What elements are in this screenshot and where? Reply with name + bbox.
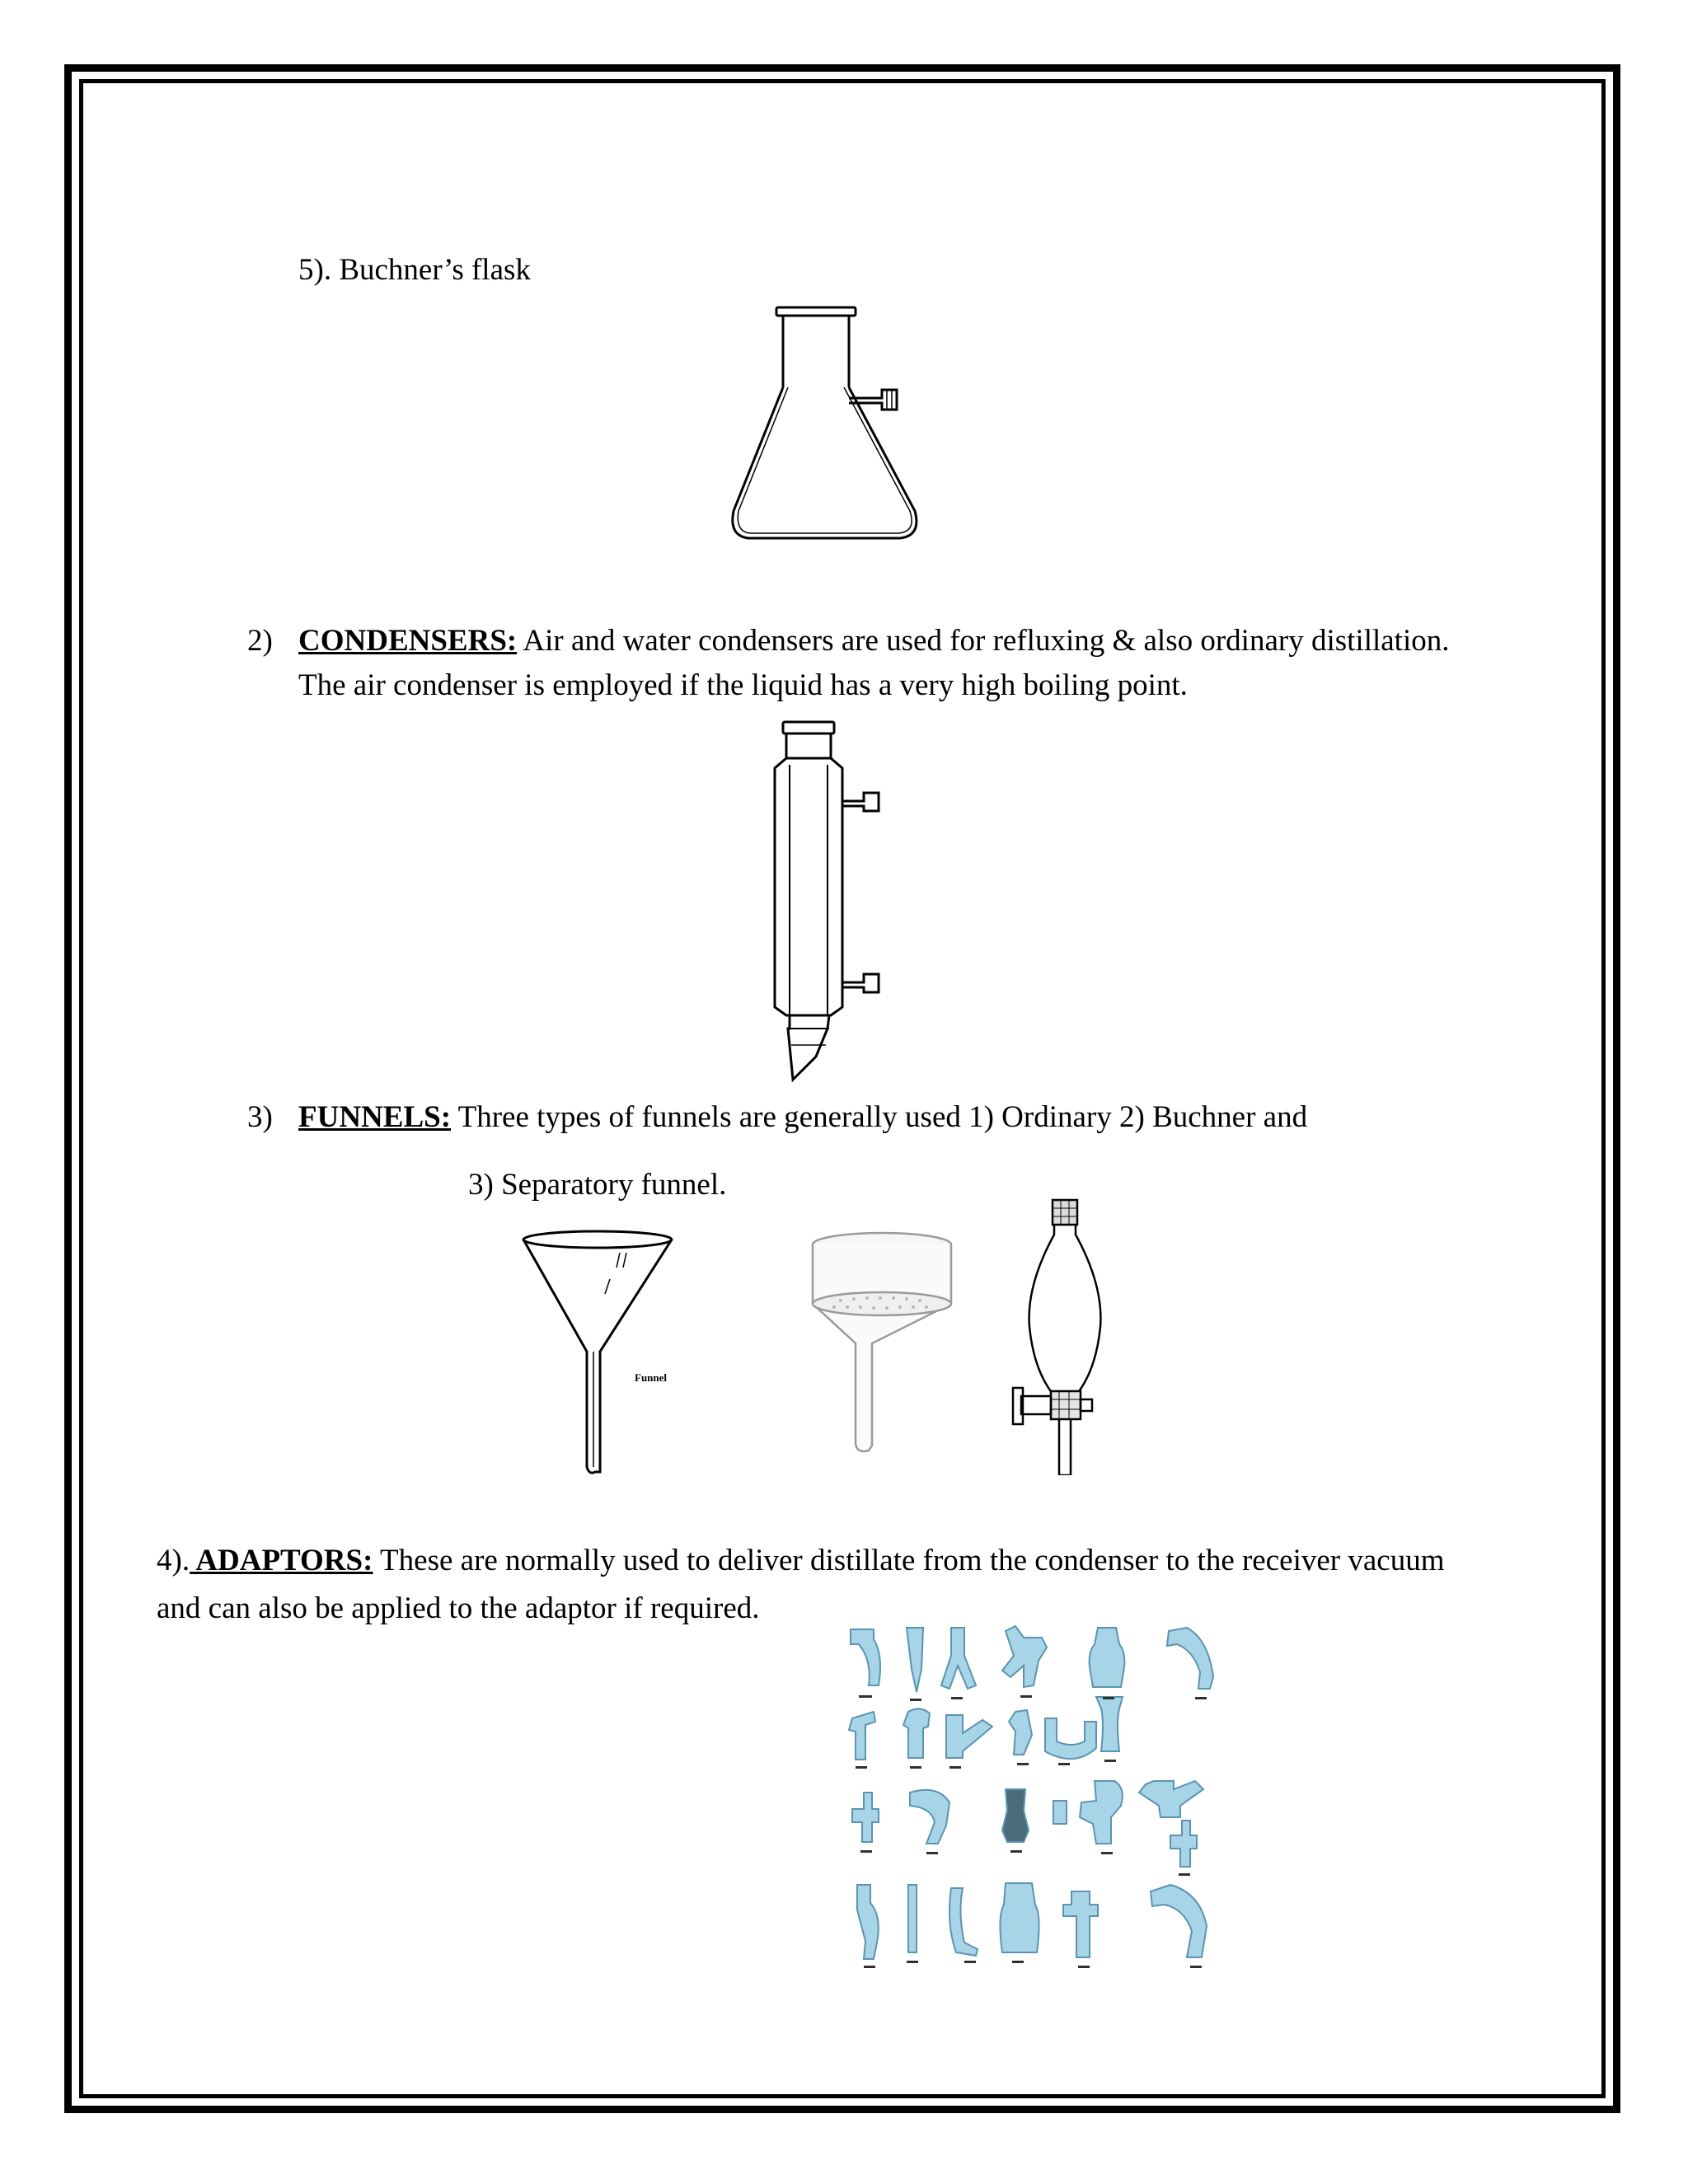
funnels-text-line1: Three types of funnels are generally used 1) Ordinary 2) Buchner and	[451, 1100, 1308, 1134]
funnels-number: 3)	[247, 1100, 273, 1134]
condensers-heading: CONDENSERS:	[298, 624, 518, 658]
funnels-text-line2: 3) Separatory funnel.	[468, 1168, 727, 1202]
adaptors-number: 4).	[157, 1544, 190, 1577]
adaptors-figure	[841, 1619, 1232, 2007]
condenser-figure	[725, 717, 898, 1100]
condensers-number: 2)	[247, 624, 273, 658]
buchner-funnel-figure	[799, 1228, 964, 1475]
condensers-paragraph	[298, 620, 1449, 663]
buchner-flask-figure	[717, 301, 940, 552]
buchner-flask-caption: 5). Buchner’s flask	[298, 253, 531, 287]
adaptors-text-line1: These are normally used to deliver distillate from the condenser to the receiver vacuum	[373, 1544, 1445, 1577]
funnels-heading: FUNNELS:	[298, 1100, 452, 1134]
ordinary-funnel-figure	[519, 1228, 701, 1479]
condensers-text-line2: The air condenser is employed if the liquid has a very high boiling point.	[298, 668, 1188, 702]
adaptors-text-line2: and can also be applied to the adaptor if required.	[157, 1591, 760, 1625]
condensers-text-line1: Air and water condensers are used for refluxing & also ordinary distillation.	[517, 624, 1450, 658]
adaptors-heading: ADAPTORS:	[190, 1544, 373, 1577]
funnels-paragraph	[298, 1096, 1307, 1139]
adaptors-paragraph	[157, 1540, 1444, 1582]
ordinary-funnel-label: Funnel	[635, 1371, 668, 1384]
separatory-funnel-figure	[1010, 1195, 1117, 1475]
